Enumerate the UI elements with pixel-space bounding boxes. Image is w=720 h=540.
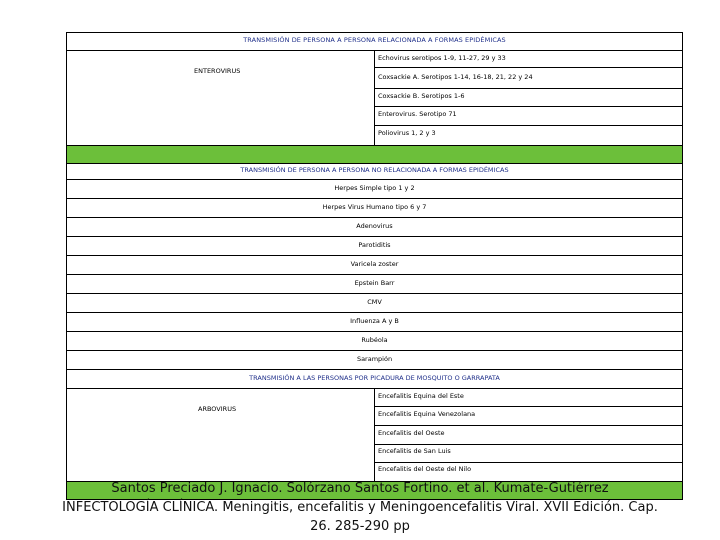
divider (374, 388, 375, 481)
section2-item: Herpes Simple tipo 1 y 2 (334, 184, 415, 192)
divider (374, 125, 682, 126)
divider (67, 179, 682, 180)
section2-title: TRANSMISIÓN DE PERSONA A PERSONA NO RELACIONADA A FORMAS EPIDÉMICAS (240, 166, 509, 174)
citation-line-3: 26. 285-290 pp (310, 519, 410, 534)
section3-item: Encefalitis Equina Venezolana (378, 410, 476, 418)
divider (374, 444, 682, 445)
divider (374, 462, 682, 463)
section2-item: Epstein Barr (354, 279, 395, 287)
divider (374, 406, 682, 407)
section1-item: Enterovirus. Serotipo 71 (378, 110, 457, 118)
divider (374, 106, 682, 107)
divider (67, 293, 682, 294)
section2-item: Sarampión (356, 355, 393, 363)
divider (67, 274, 682, 275)
divider (374, 425, 682, 426)
divider (67, 331, 682, 332)
divider (67, 350, 682, 351)
section2-item: Varicela zoster (350, 260, 399, 268)
section3-group-label: ARBOVIRUS (198, 405, 237, 413)
divider (67, 369, 682, 370)
citation-line-1: Santos Preciado J. Ignacio. Solórzano Santos Fortino. et al. Kumate-Gutiérrez (111, 481, 609, 496)
divider (67, 255, 682, 256)
divider (67, 312, 682, 313)
section1-item: Coxsackie A. Serotipos 1-14, 16-18, 21, 22 y 24 (378, 73, 533, 81)
divider (374, 67, 682, 68)
section1-item: Coxsackie B. Serotipos 1-6 (378, 92, 465, 100)
section2-item: CMV (367, 298, 382, 306)
section2-item: Influenza A y B (350, 317, 399, 325)
section-separator-band (67, 146, 682, 163)
section1-title: TRANSMISIÓN DE PERSONA A PERSONA RELACIONADA A FORMAS EPIDÉMICAS (243, 36, 506, 44)
section3-item: Encefalitis de San Luis (378, 447, 451, 455)
section3-item: Encefalitis Equina del Este (378, 392, 464, 400)
section2-item: Rubéola (361, 336, 388, 344)
divider (67, 217, 682, 218)
section3-title: TRANSMISIÓN A LAS PERSONAS POR PICADURA DE MOSQUITO O GARRAPATA (249, 374, 500, 382)
section3-item: Encefalitis del Oeste del Nilo (378, 465, 472, 473)
divider (67, 163, 682, 164)
citation-line-2: INFECTOLOGÍA CLÍNICA. Meningitis, encefalitis y Meningoencefalitis Viral. XVII Edición. Cap. (62, 500, 658, 515)
section2-item: Herpes Virus Humano tipo 6 y 7 (322, 203, 427, 211)
section2-item: Parotiditis (358, 241, 391, 249)
section3-item: Encefalitis del Oeste (378, 429, 445, 437)
divider (374, 88, 682, 89)
divider (67, 236, 682, 237)
section1-item: Poliovirus 1, 2 y 3 (378, 129, 436, 137)
section1-item: Echovirus serotipos 1-9, 11-27, 29 y 33 (378, 54, 506, 62)
divider (67, 198, 682, 199)
section2-item: Adenovirus (356, 222, 393, 230)
virus-transmission-table (66, 32, 683, 500)
section1-group-label: ENTEROVIRUS (194, 67, 241, 75)
